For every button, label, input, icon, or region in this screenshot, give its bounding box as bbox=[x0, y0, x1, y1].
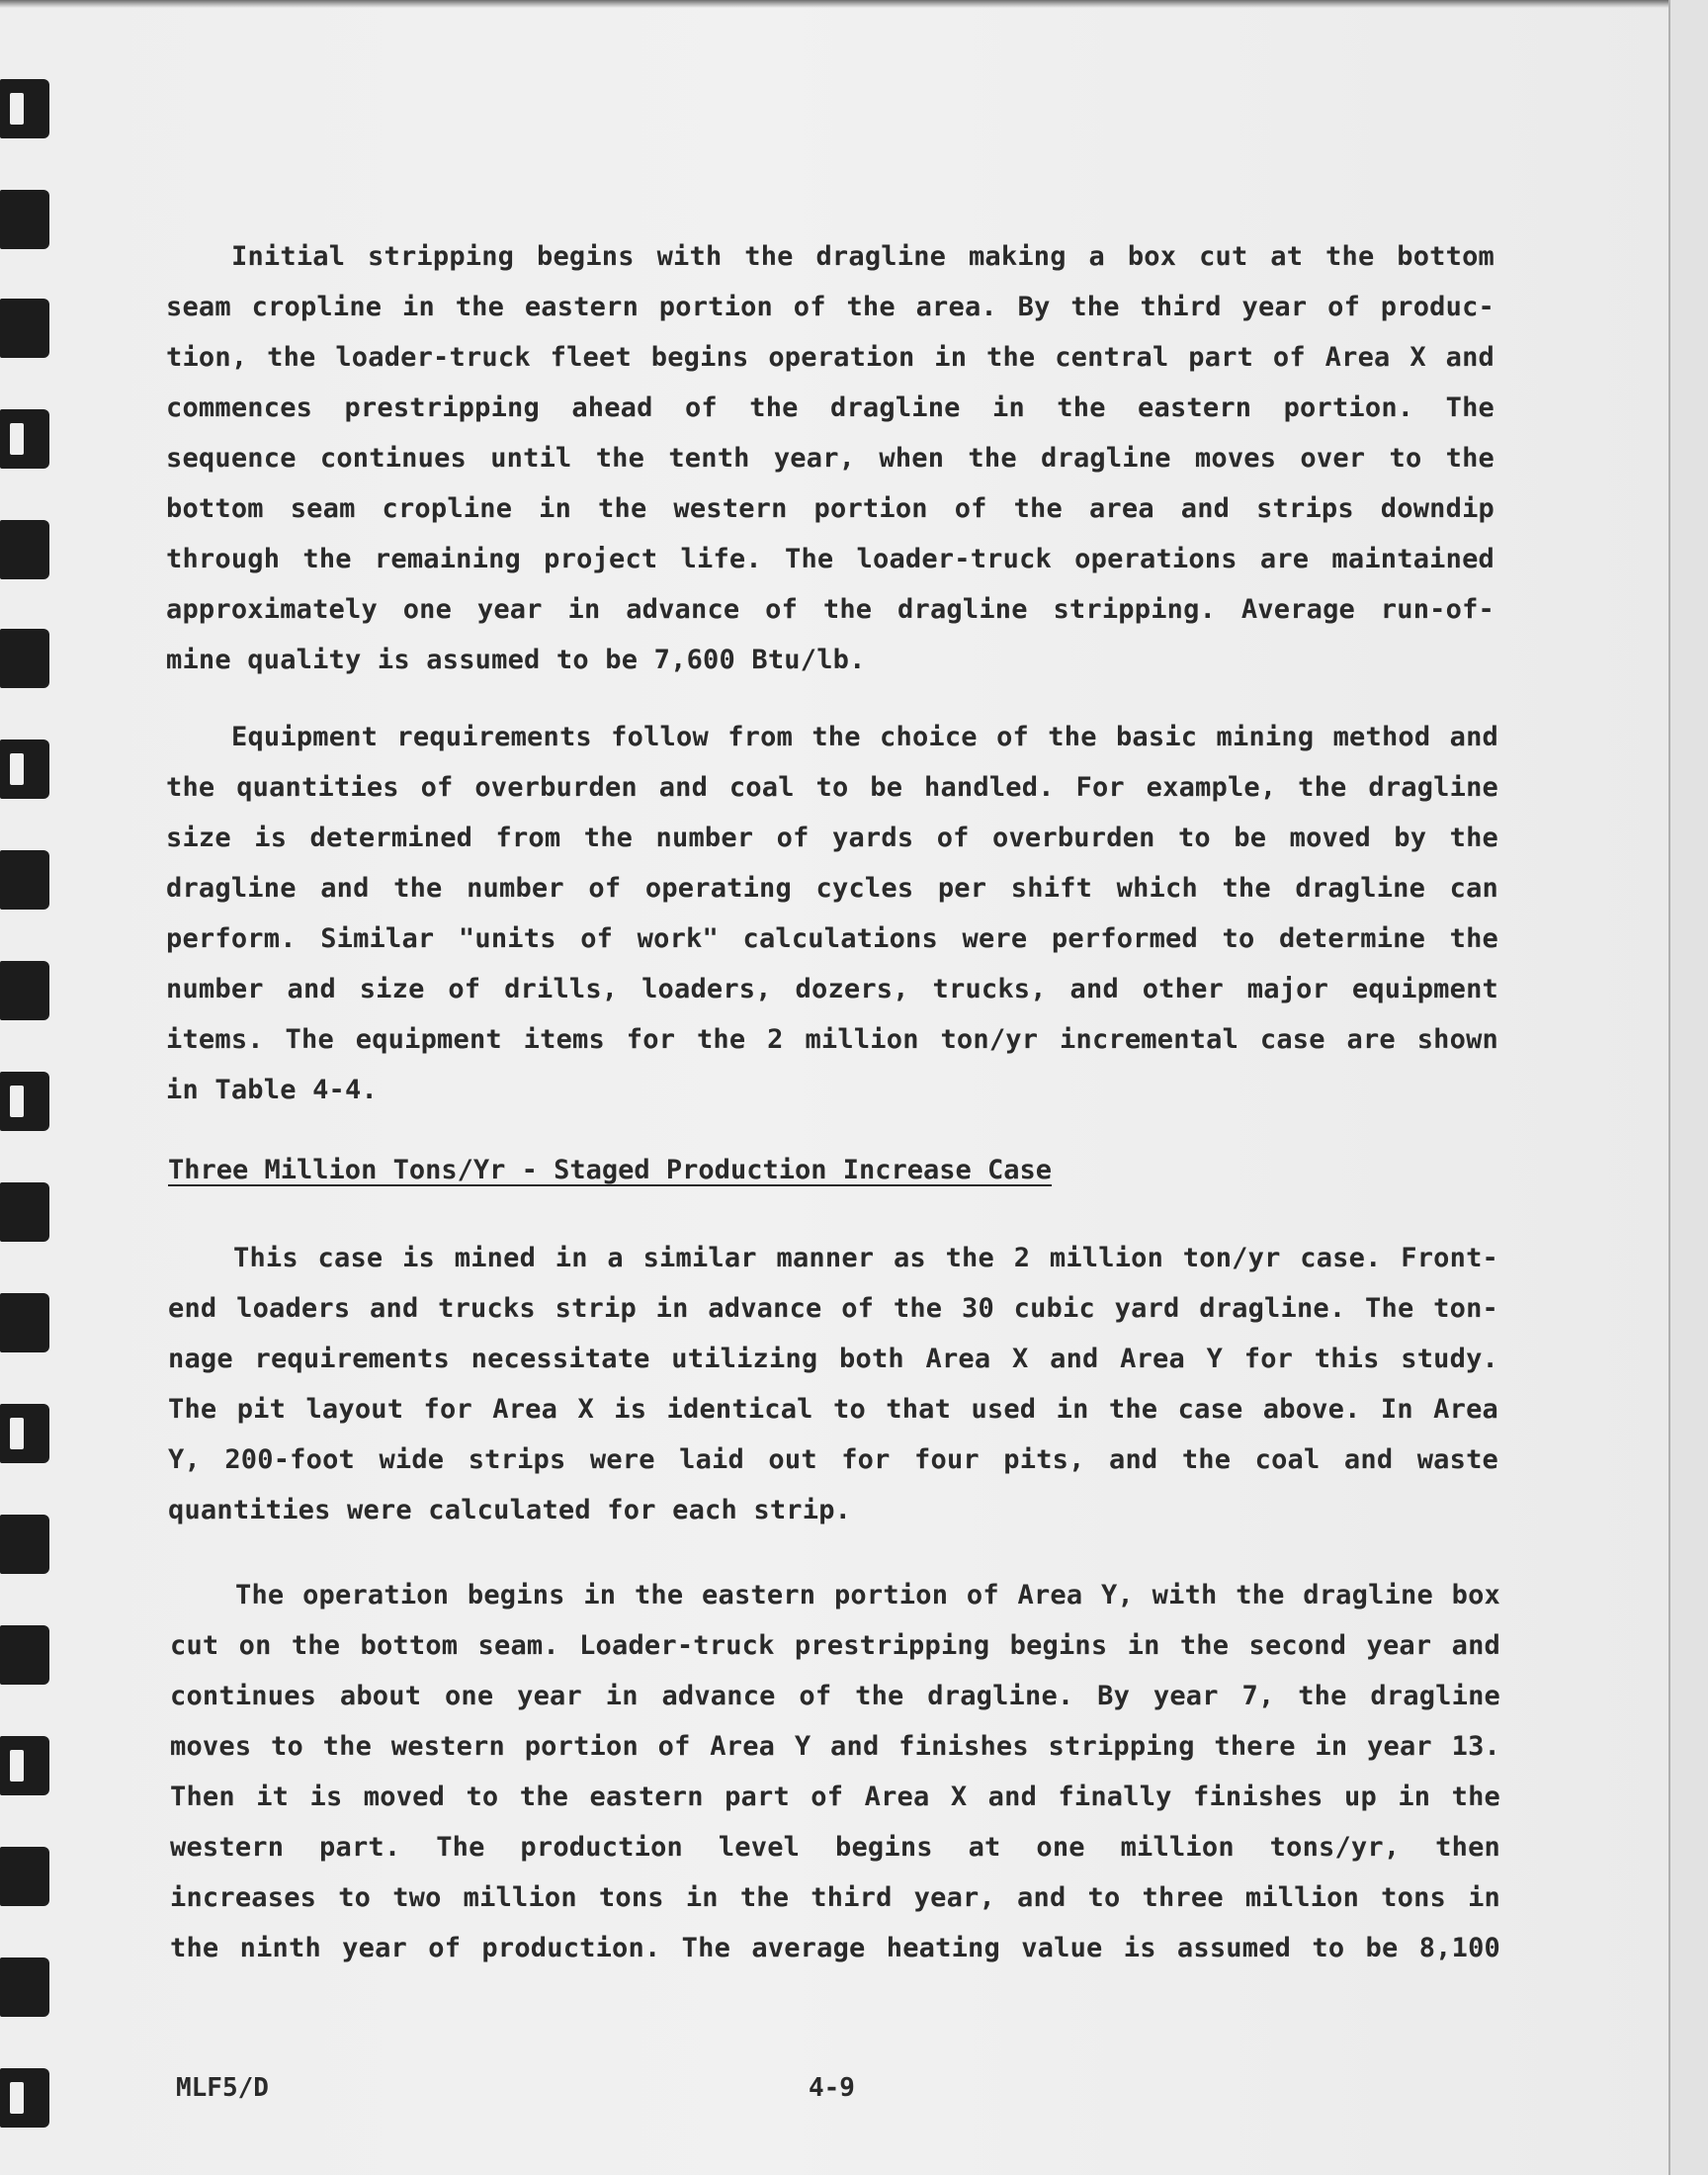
paragraph-line: seam cropline in the eastern portion of the area. By the third year of produc- bbox=[166, 292, 1494, 322]
paragraph-line: Y, 200-foot wide strips were laid out for four pits, and the coal and waste bbox=[168, 1444, 1498, 1475]
paragraph-line: the ninth year of production. The average heating value is assumed to be 8,100 bbox=[170, 1933, 1500, 1963]
binding-hole bbox=[0, 740, 49, 799]
binding-hole bbox=[0, 409, 49, 469]
paragraph-line: continues about one year in advance of the dragline. By year 7, the dragline bbox=[170, 1681, 1500, 1711]
binding-hole bbox=[0, 850, 49, 910]
paragraph-line: cut on the bottom seam. Loader-truck prestripping begins in the second year and bbox=[170, 1630, 1500, 1661]
paragraph-operation-sequence bbox=[170, 1570, 1500, 1973]
binding-hole bbox=[0, 520, 49, 579]
paragraph-line: end loaders and trucks strip in advance of the 30 cubic yard dragline. The ton- bbox=[168, 1293, 1498, 1324]
binding-hole bbox=[0, 961, 49, 1020]
binding-hole bbox=[0, 190, 49, 249]
binding-hole bbox=[0, 2068, 49, 2128]
paragraph-line: in Table 4-4. bbox=[166, 1075, 378, 1105]
paragraph-line: approximately one year in advance of the dragline stripping. Average run-of- bbox=[166, 594, 1494, 625]
paragraph-line: nage requirements necessitate utilizing both Area X and Area Y for this study. bbox=[168, 1344, 1498, 1374]
binding-hole bbox=[0, 1847, 49, 1906]
paragraph-line: increases to two million tons in the third year, and to three million tons in bbox=[170, 1882, 1500, 1913]
paragraph-line: dragline and the number of operating cycles per shift which the dragline can bbox=[166, 873, 1498, 904]
scan-right-margin bbox=[1670, 0, 1708, 2175]
footer-doc-code: MLF5/D bbox=[176, 2073, 269, 2103]
paragraph-line: moves to the western portion of Area Y and finishes stripping there in year 13. bbox=[170, 1731, 1500, 1762]
paragraph-line: number and size of drills, loaders, dozers, trucks, and other major equipment bbox=[166, 974, 1498, 1004]
paragraph-equipment-requirements bbox=[166, 712, 1498, 1115]
paragraph-line: Equipment requirements follow from the choice of the basic mining method and bbox=[231, 722, 1498, 752]
paragraph-line: Initial stripping begins with the dragline making a box cut at the bottom bbox=[231, 241, 1494, 272]
paragraph-line: the quantities of overburden and coal to be handled. For example, the dragline bbox=[166, 772, 1498, 803]
page-right-edge bbox=[1668, 0, 1670, 2175]
paragraph-line: items. The equipment items for the 2 million ton/yr incremental case are shown bbox=[166, 1024, 1498, 1055]
paragraph-line: western part. The production level begins at one million tons/yr, then bbox=[170, 1832, 1500, 1863]
paragraph-line: The operation begins in the eastern portion of Area Y, with the dragline box bbox=[235, 1580, 1500, 1610]
binding-hole bbox=[0, 629, 49, 688]
paragraph-line: tion, the loader-truck fleet begins operation in the central part of Area X and bbox=[166, 342, 1494, 373]
binding-hole bbox=[0, 1293, 49, 1352]
paragraph-three-million-case bbox=[168, 1233, 1498, 1535]
paragraph-line: mine quality is assumed to be 7,600 Btu/lb. bbox=[166, 645, 866, 675]
paragraph-line: Then it is moved to the eastern part of Area X and finally finishes up in the bbox=[170, 1782, 1500, 1812]
binding-hole bbox=[0, 1182, 49, 1242]
paragraph-line: sequence continues until the tenth year, when the dragline moves over to the bbox=[166, 443, 1494, 474]
binding-hole bbox=[0, 1625, 49, 1685]
footer-page-number: 4-9 bbox=[809, 2073, 855, 2103]
binding-hole bbox=[0, 1515, 49, 1574]
paragraph-line: commences prestripping ahead of the dragline in the eastern portion. The bbox=[166, 392, 1494, 423]
paragraph-line: quantities were calculated for each strip. bbox=[168, 1495, 852, 1525]
paragraph-line: size is determined from the number of yards of overburden to be moved by the bbox=[166, 823, 1498, 853]
binding-hole bbox=[0, 1958, 49, 2017]
paragraph-line: The pit layout for Area X is identical to that used in the case above. In Area bbox=[168, 1394, 1498, 1425]
binding-hole bbox=[0, 1736, 49, 1795]
scan-top-shadow bbox=[0, 0, 1708, 8]
section-heading: Three Million Tons/Yr - Staged Production Increase Case bbox=[168, 1155, 1053, 1185]
paragraph-line: bottom seam cropline in the western portion of the area and strips downdip bbox=[166, 493, 1494, 524]
paragraph-initial-stripping bbox=[166, 231, 1494, 685]
binding-hole bbox=[0, 1404, 49, 1463]
paragraph-line: This case is mined in a similar manner as the 2 million ton/yr case. Front- bbox=[233, 1243, 1498, 1273]
binding-hole bbox=[0, 299, 49, 358]
paragraph-line: through the remaining project life. The loader-truck operations are maintained bbox=[166, 544, 1494, 574]
binding-hole bbox=[0, 1072, 49, 1131]
binding-holes bbox=[0, 0, 59, 2175]
paragraph-line: perform. Similar "units of work" calculations were performed to determine the bbox=[166, 923, 1498, 954]
binding-hole bbox=[0, 79, 49, 138]
